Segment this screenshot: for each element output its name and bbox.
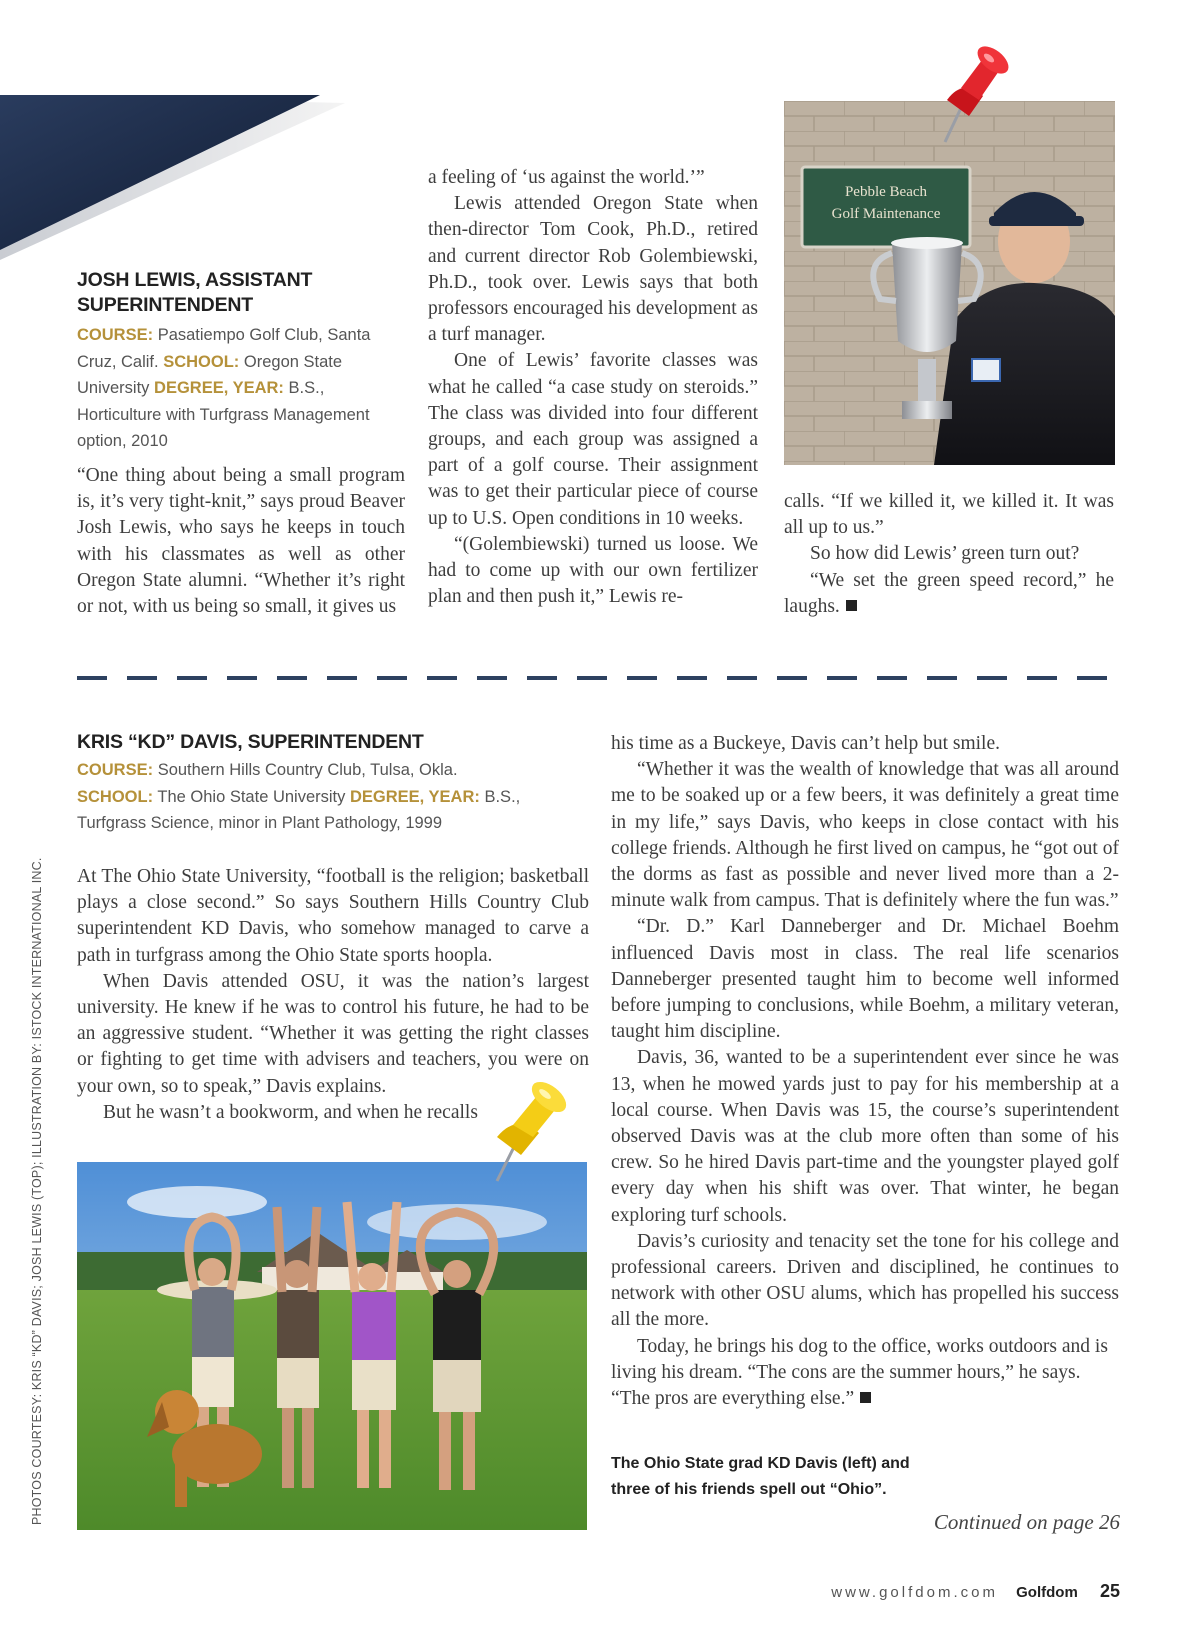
school-value: Oregon State University [77,352,343,397]
course-value: Pasatiempo Golf Club, Santa Cruz, Calif. [77,326,371,371]
footer-brand: Golfdom [1016,1584,1078,1601]
paragraph: “(Golembiewski) turned us loose. We had to come up with our own fertilizer plan and then push it,” Lewis re- [428,533,758,608]
paragraph: At The Ohio State University, “football is the religion; basketball plays a close second.” So says Southern Hills Country Club superintendent KD Davis, who somehow managed to carve a path in turfgrass among the Ohio State sports hoopla. [77,866,589,966]
profile-name-heading: KRIS “KD” DAVIS, SUPERINTENDENT [77,731,424,753]
paragraph: a feeling of ‘us against the world.’” [428,167,705,188]
photo-credit: PHOTOS COURTESY: KRIS “KD” DAVIS; JOSH LEWIS (TOP); ILLUSTRATION BY: ISTOCK INTERNATIONAL INC. [30,857,44,1525]
school-label: SCHOOL: [77,787,154,806]
josh-lewis-profile-header [77,268,407,455]
paragraph: Davis’s curiosity and tenacity set the tone for his college and professional careers. Driven and disciplined, he continues to network with other OSU alums, which has propelled his success all the more. [611,1230,1119,1331]
continued-note: Continued on page 26 [933,1510,1120,1534]
course-value: Southern Hills Country Club, Tulsa, Okla. [157,761,458,779]
end-square-icon [846,600,857,611]
footer-url[interactable]: www.golfdom.com [831,1584,998,1601]
davis-column-right [611,731,1119,1412]
page-footer [780,1581,1120,1602]
heading-line: SUPERINTENDENT [77,294,253,316]
paragraph: “One thing about being a small program is, it’s very tight-knit,” says proud Beaver Josh Lewis, who says he keeps in touch with his classmates as well as other Oregon State alumni. “Whether it’s right or not, with us being so small, it gives us [77,465,405,618]
caption-line: The Ohio State grad KD Davis (left) and [611,1455,910,1472]
paragraph: But he wasn’t a bookworm, and when he recalls [103,1101,478,1123]
course-label: COURSE: [77,761,154,779]
josh-lewis-photo [784,101,1115,465]
sign-line: Pebble Beach [844,184,928,200]
yellow-pushpin-icon [485,1075,580,1185]
paragraph: calls. “If we killed it, we killed it. It was all up to us.” [784,491,1114,539]
lewis-column-1 [77,463,405,620]
profile-name-heading [77,268,407,318]
degree-value: B.S., Horticulture with Turfgrass Management option, 2010 [77,379,370,450]
photo-sign-text [802,167,970,225]
caption-line: three of his friends spell out “Ohio”. [611,1481,887,1498]
degree-label: DEGREE, YEAR: [154,379,284,397]
red-pushpin-icon [935,38,1015,148]
lewis-column-3 [784,489,1114,620]
paragraph: “We set the green speed record,” he laughs. [784,569,1114,617]
profile-meta [77,322,407,455]
degree-value: B.S., Turfgrass Science, minor in Plant Pathology, 1999 [77,787,521,832]
paragraph: “Dr. D.” Karl Danneberger and Dr. Michael Boehm influenced Davis most in class. The real life scenarios Danneberger presented taught him to become well informed before jumping to conclusions, while Boehm, a military veteran, taught him discipline. [611,916,1119,1043]
photo-caption [611,1451,971,1503]
paragraph: Lewis attended Oregon State when then-director Tom Cook, Ph.D., retired and current director Rob Golembiewski, Ph.D., took over. Lewis says that both professors encouraged his development as a turf manager. [428,193,758,346]
paragraph: Davis, 36, wanted to be a superintendent ever since he was 13, when he mowed yards just to pay for his membership at a local course. When Davis was 15, the course’s superintendent observed Davis was at the club more often than some of his crew. So he hired Davis part-time and the youngster played golf every day when his shift was over. That winter, he began exploring turf schools. [611,1047,1119,1226]
section-divider [77,676,1127,680]
sign-line: Golf Maintenance [831,206,941,222]
paragraph: When Davis attended OSU, it was the nation’s largest university. He knew if he was to control his future, he had to be an aggressive student. “Whether it was getting the right classes or fighting to get time with advisers and teachers, you were on your own, so to speak,” Davis explains. [77,970,589,1097]
paragraph: One of Lewis’ favorite classes was what he called “a case study on steroids.” The class was divided into four different groups, and each group was assigned a part of a golf course. Their assignment was to get their particular piece of course up to U.S. Open conditions in 10 weeks. [428,350,758,529]
kd-davis-profile-header [77,730,597,837]
ohio-friends-photo [77,1162,587,1530]
decorative-swoosh [0,95,345,265]
profile-meta [77,757,547,837]
paragraph: Today, he brings his dog to the office, works outdoors and is living his dream. “The cons are the summer hours,” he says. “The pros are everything else.” [611,1335,1108,1410]
paragraph: So how did Lewis’ green turn out? [810,543,1080,565]
paragraph: his time as a Buckeye, Davis can’t help but smile. [611,733,1001,754]
course-label: COURSE: [77,326,154,344]
lewis-column-2 [428,165,758,610]
page-number: 25 [1099,1581,1120,1601]
school-value: The Ohio State University [157,787,346,806]
school-label: SCHOOL: [163,352,240,371]
degree-label: DEGREE, YEAR: [349,787,480,806]
end-square-icon [860,1392,871,1403]
heading-line: JOSH LEWIS, ASSISTANT [77,269,313,291]
paragraph: “Whether it was the wealth of knowledge that was all around me to be soaked up or a few beers, it was definitely a great time in my life,” says Davis, who keeps in close contact with his college friends. Although he first lived on campus, he “got out of the dorms as fast as possible and never lived more than a 2-minute walk from campus. That is definitely where the fun was.” [611,759,1119,912]
